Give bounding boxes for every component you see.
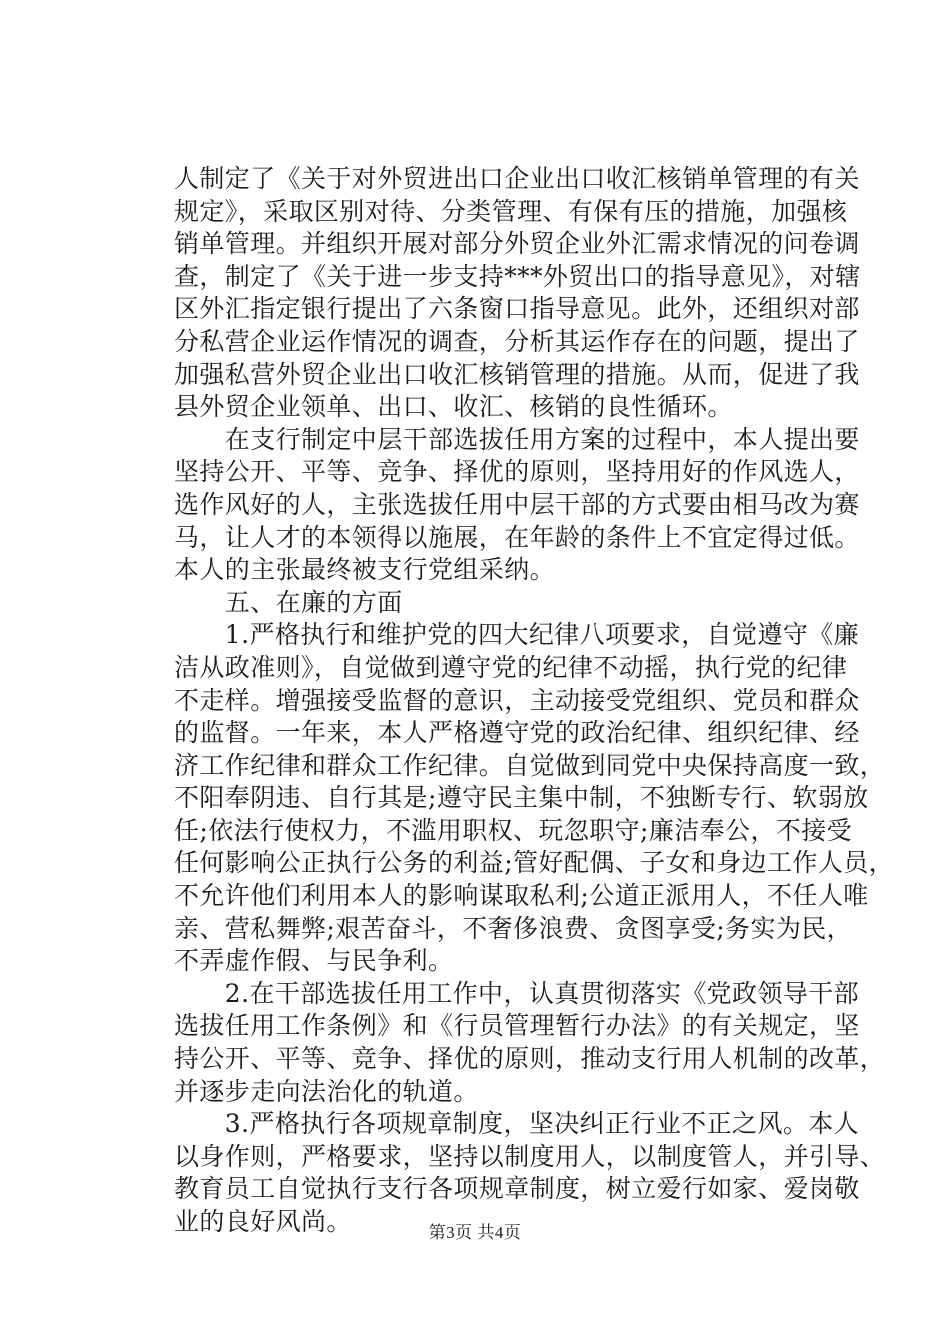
text-line: 教育员工自觉执行支行各项规章制度，树立爱行如家、爱岗敬: [174, 1174, 860, 1204]
text-line: 以身作则，严格要求，坚持以制度用人，以制度管人，并引导、: [174, 1141, 886, 1171]
text-line: 3.严格执行各项规章制度，坚决纠正行业不正之风。本人: [174, 1109, 860, 1139]
text-line: 分私营企业运作情况的调查，分析其运作存在的问题，提出了: [174, 326, 860, 356]
text-line: 任何影响公正执行公务的利益;管好配偶、子女和身边工作人员，: [174, 848, 895, 878]
text-line: 不允许他们利用本人的影响谋取私利;公道正派用人，不任人唯: [174, 881, 869, 911]
text-line: 任;依法行使权力，不滥用职权、玩忽职守;廉洁奉公，不接受: [174, 815, 853, 845]
text-line: 1.严格执行和维护党的四大纪律八项要求，自觉遵守《廉: [174, 620, 860, 650]
text-line: 不阳奉阴违、自行其是;遵守民主集中制，不独断专行、软弱放: [174, 783, 869, 813]
text-line: 本人的主张最终被支行党组采纳。: [174, 555, 556, 585]
text-line: 亲、营私舞弊;艰苦奋斗，不奢侈浪费、贪图享受;务实为民，: [174, 913, 853, 943]
text-line: 区外汇指定银行提出了六条窗口指导意见。此外，还组织对部: [174, 294, 860, 324]
text-line: 济工作纪律和群众工作纪律。自觉做到同党中央保持高度一致，: [174, 750, 886, 780]
text-line: 规定》，采取区别对待、分类管理、有保有压的措施，加强核: [174, 196, 848, 226]
text-line: 加强私营外贸企业出口收汇核销管理的措施。从而，促进了我: [174, 359, 860, 389]
text-line: 人制定了《关于对外贸进出口企业出口收汇核销单管理的有关: [174, 164, 860, 193]
text-line: 查，制定了《关于进一步支持***外贸出口的指导意见》，对辖: [174, 261, 861, 291]
text-line: 在支行制定中层干部选拔任用方案的过程中，本人提出要: [174, 424, 860, 454]
text-line: 选拔任用工作条例》和《行员管理暂行办法》的有关规定，坚: [174, 1011, 860, 1041]
text-line: 五、在廉的方面: [174, 587, 403, 617]
text-line: 马，让人才的本领得以施展，在年龄的条件上不宜定得过低。: [174, 522, 860, 552]
text-line: 的监督。一年来，本人严格遵守党的政治纪律、组织纪律、经: [174, 718, 860, 748]
text-line: 2.在干部选拔任用工作中，认真贯彻落实《党政领导干部: [174, 978, 860, 1008]
text-line: 选作风好的人，主张选拔任用中层干部的方式要由相马改为赛: [174, 489, 860, 519]
text-line: 县外贸企业领单、出口、收汇、核销的良性循环。: [174, 392, 733, 422]
text-line: 持公开、平等、竞争、择优的原则，推动支行用人机制的改革，: [174, 1044, 886, 1074]
text-line: 销单管理。并组织开展对部分外贸企业外汇需求情况的问卷调: [174, 229, 860, 259]
text-line: 业的良好风尚。: [174, 1207, 352, 1236]
document-body: [174, 163, 895, 1239]
text-line: 洁从政准则》，自觉做到遵守党的纪律不动摇，执行党的纪律: [174, 652, 848, 682]
text-line: 不走样。增强接受监督的意识，主动接受党组织、党员和群众: [174, 685, 860, 715]
text-line: 并逐步走向法治化的轨道。: [174, 1076, 479, 1106]
page-footer: 第3页 共4页: [428, 1223, 522, 1242]
text-line: 坚持公开、平等、竞争、择优的原则，坚持用好的作风选人，: [174, 457, 860, 487]
text-line: 不弄虚作假、与民争利。: [174, 946, 454, 976]
